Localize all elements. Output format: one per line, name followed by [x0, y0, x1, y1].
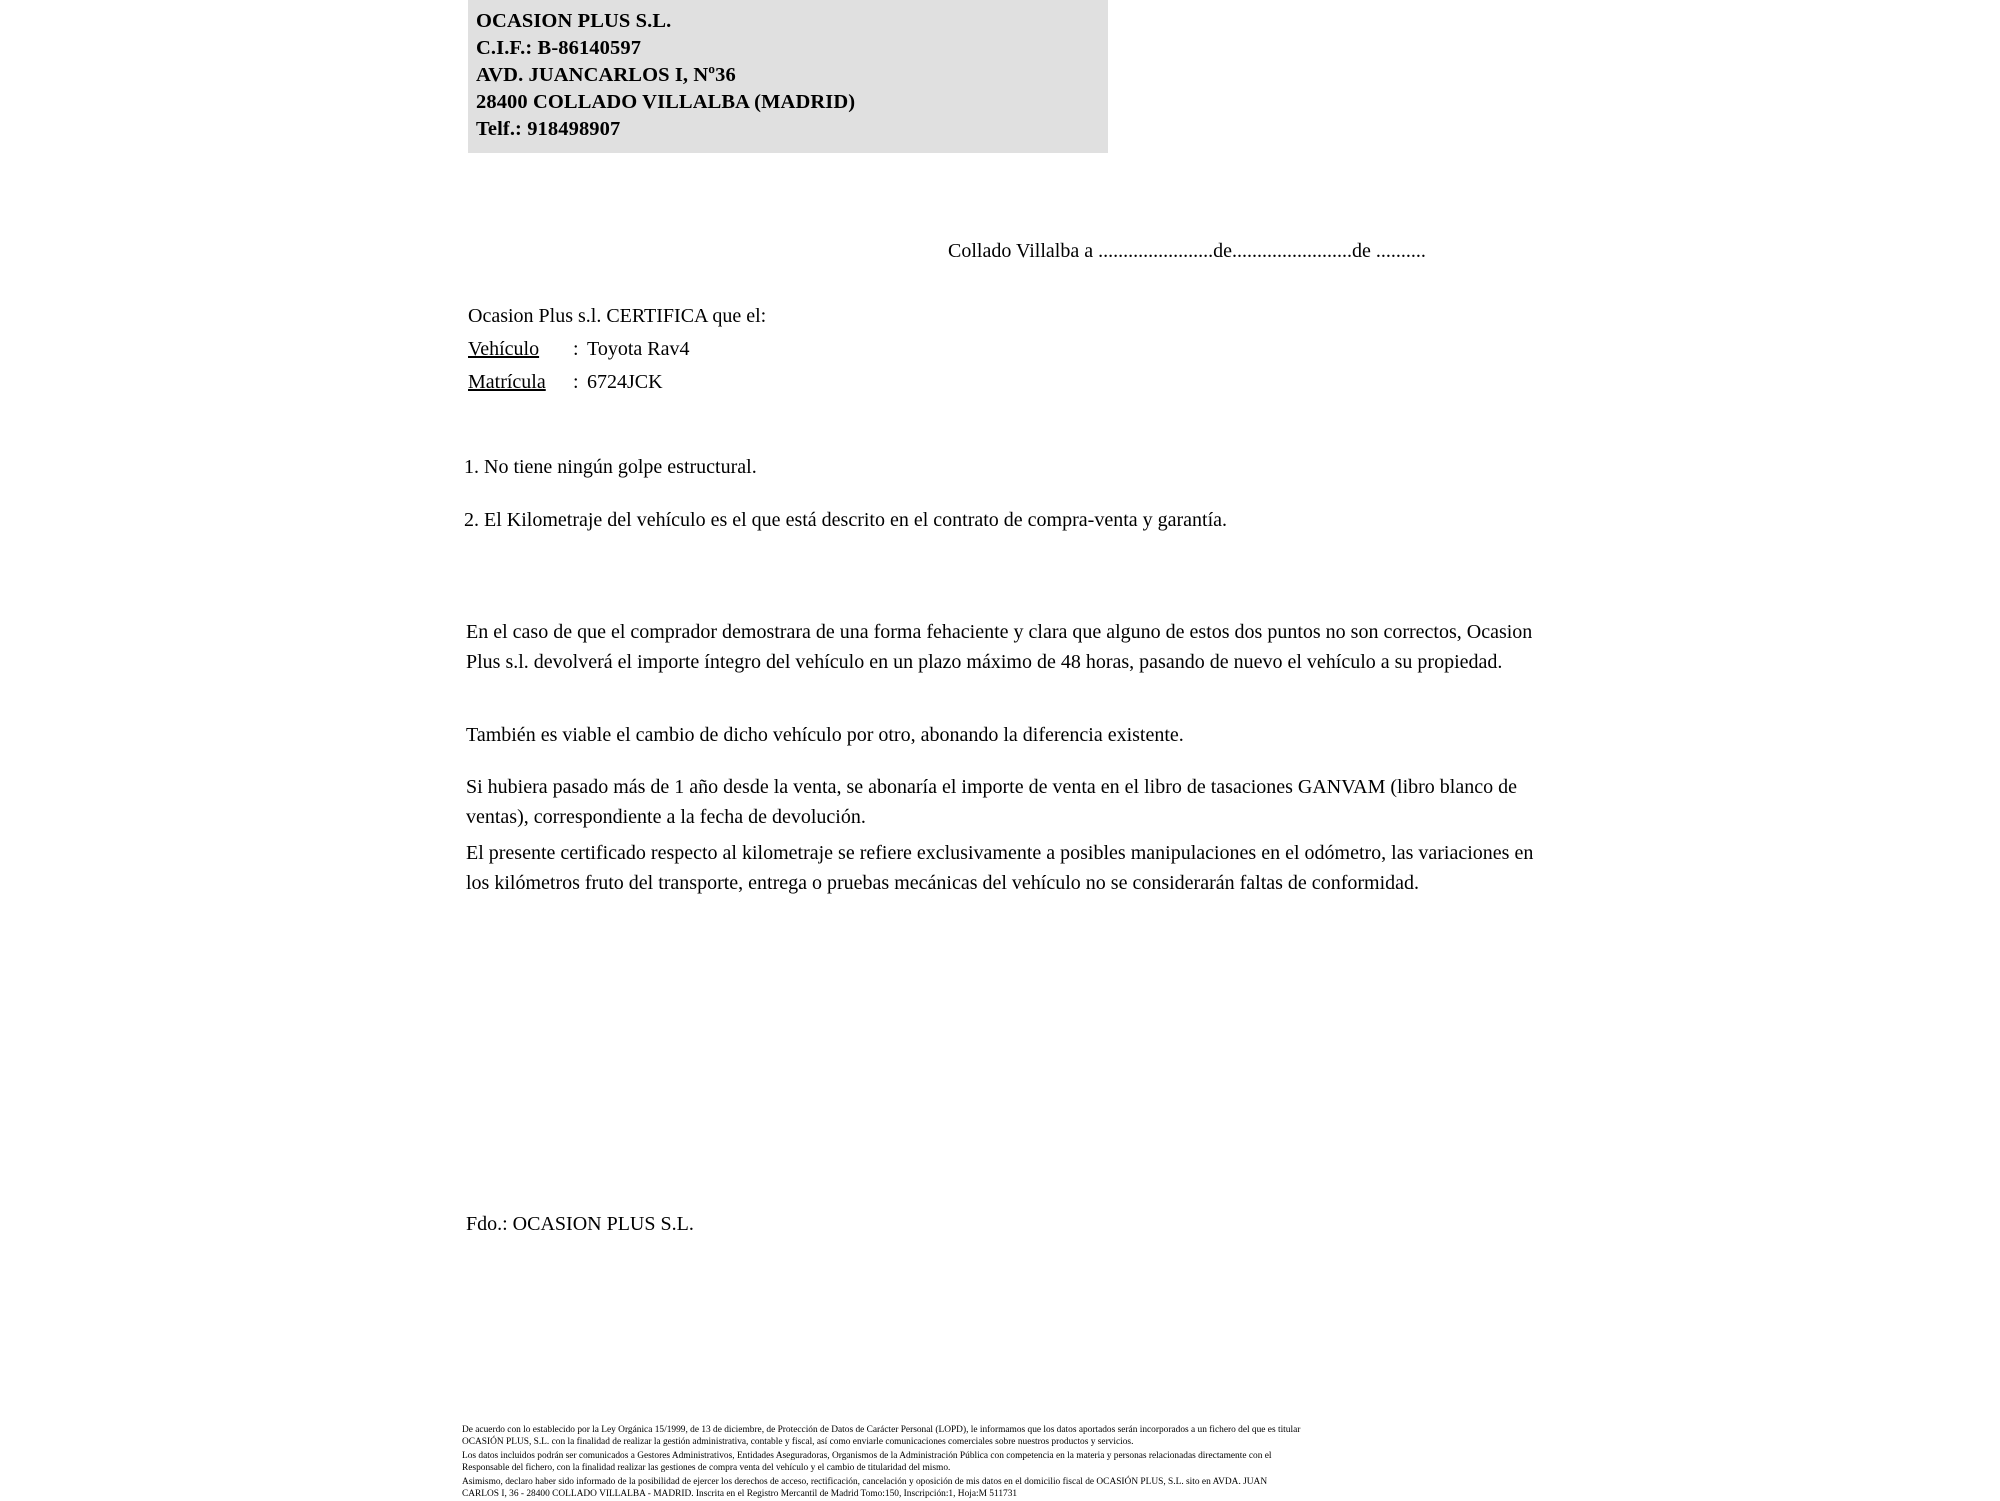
company-city: 28400 COLLADO VILLALBA (MADRID): [476, 91, 856, 113]
company-cif: C.I.F.: B-86140597: [476, 37, 642, 59]
paragraph-exchange-option: También es viable el cambio de dicho vehículo por otro, abonando la diferencia existente.: [466, 724, 1184, 746]
certification-intro: Ocasion Plus s.l. CERTIFICA que el:: [468, 305, 767, 327]
company-phone: Telf.: 918498907: [476, 118, 621, 140]
legal-footer-line-3: Los datos incluidos podrán ser comunicados a Gestores Administrativos, Entidades Aseguradoras, Organismos de la Administración Pública con competencia en la materia y personas relacionadas directamente con el: [462, 1451, 1272, 1462]
date-line: Collado Villalba a .......................de........................de ..........: [948, 240, 1426, 262]
certification-block: [468, 300, 766, 399]
certification-point-1: 1. No tiene ningún golpe estructural.: [464, 456, 757, 478]
vehicle-separator: :: [573, 338, 579, 360]
legal-footer-line-2: OCASIÓN PLUS, S.L. con la finalidad de realizar la gestión administrativa, contable y fiscal, así como enviarle comunicaciones comerciales sobre nuestros productos y servicios.: [462, 1436, 1134, 1447]
plate-separator: :: [573, 371, 579, 393]
plate-label: Matrícula: [468, 371, 546, 393]
company-letterhead: [468, 0, 1108, 153]
legal-footer-line-6: CARLOS I, 36 - 28400 COLLADO VILLALBA - MADRID. Inscrita en el Registro Mercantil de Madrid Tomo:150, Inscripción:1, Hoja:M 511731: [462, 1488, 1018, 1499]
vehicle-row: [468, 333, 766, 366]
plate-row: [468, 366, 766, 399]
certification-point-2: 2. El Kilometraje del vehículo es el que está descrito en el contrato de compra-venta y garantía.: [464, 509, 1228, 531]
plate-value: 6724JCK: [587, 371, 663, 393]
company-name: OCASION PLUS S.L.: [476, 10, 672, 32]
paragraph-ganvam-valuation: Si hubiera pasado más de 1 año desde la venta, se abonaría el importe de venta en el libro de tasaciones GANVAM (libro blanco de ventas), correspondiente a la fecha de devolución.: [466, 776, 1517, 828]
paragraph-refund-terms: En el caso de que el comprador demostrara de una forma fehaciente y clara que alguno de estos dos puntos no son correctos, Ocasion Plus s.l. devolverá el importe íntegro del vehículo en un plazo máximo de 48 horas, pasando de nuevo el vehículo a su propiedad.: [466, 621, 1533, 673]
vehicle-value: Toyota Rav4: [587, 338, 690, 360]
paragraph-odometer-scope: El presente certificado respecto al kilometraje se refiere exclusivamente a posibles manipulaciones en el odómetro, las variaciones en los kilómetros fruto del transporte, entrega o pruebas mecánicas del vehículo no se considerarán faltas de conformidad.: [466, 842, 1534, 894]
legal-footer-line-4: Responsable del fichero, con la finalidad realizar las gestiones de compra venta del vehículo y el cambio de titularidad del mismo.: [462, 1462, 951, 1473]
legal-footer: [462, 1425, 1562, 1501]
vehicle-label: Vehículo: [468, 338, 540, 360]
legal-footer-line-1: De acuerdo con lo establecido por la Ley Orgánica 15/1999, de 13 de diciembre, de Protección de Datos de Carácter Personal (LOPD), le informamos que los datos aportados serán incorporados a un fichero del que es titular: [462, 1425, 1301, 1435]
company-address: AVD. JUANCARLOS I, Nº36: [476, 64, 736, 86]
legal-footer-line-5: Asimismo, declaro haber sido informado de la posibilidad de ejercer los derechos de acceso, rectificación, cancelación y oposición de mis datos en el domicilio fiscal de OCASIÓN PLUS, S.L. sito en AVDA. JUAN: [462, 1477, 1268, 1488]
signature-line: Fdo.: OCASION PLUS S.L.: [466, 1213, 694, 1235]
